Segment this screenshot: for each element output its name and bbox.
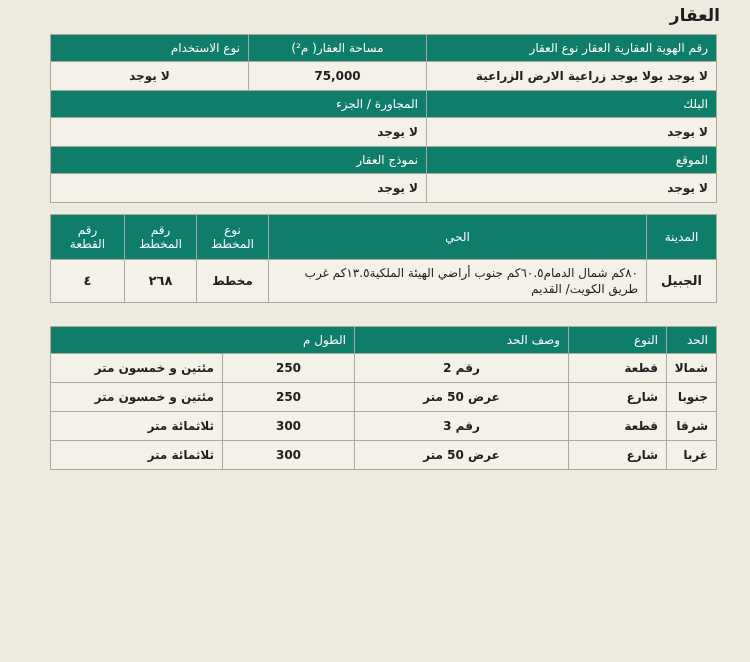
value-property-model: لا يوجد xyxy=(51,174,427,203)
border-type: قطعة xyxy=(569,354,667,383)
value-city: الجبيل xyxy=(647,260,717,303)
header-plot-number: رقم القطعة xyxy=(51,215,125,260)
value-plot-number: ٤ xyxy=(51,260,125,303)
border-description: عرض 50 متر xyxy=(355,383,569,412)
border-length: 250 xyxy=(223,383,355,412)
value-usage-type: لا يوجد xyxy=(51,62,249,91)
border-description: عرض 50 متر xyxy=(355,441,569,470)
header-location: الموقع xyxy=(427,147,717,174)
border-length-text: مئتين و خمسون متر xyxy=(51,383,223,412)
value-plan-type: مخطط xyxy=(197,260,269,303)
header-block: البلك xyxy=(427,91,717,118)
border-length: 300 xyxy=(223,412,355,441)
section-title: العقار xyxy=(669,6,720,26)
value-area: 75,000 xyxy=(249,62,427,91)
border-length: 250 xyxy=(223,354,355,383)
property-info-table xyxy=(50,34,717,203)
header-property-model: نموذج العقار xyxy=(51,147,427,174)
border-length-text: ثلاثمائة متر xyxy=(51,412,223,441)
border-length-text: ثلاثمائة متر xyxy=(51,441,223,470)
value-location: لا يوجد xyxy=(427,174,717,203)
border-length: 300 xyxy=(223,441,355,470)
value-plan-number: ٢٦٨ xyxy=(125,260,197,303)
border-type: شارع xyxy=(569,383,667,412)
value-block: لا يوجد xyxy=(427,118,717,147)
value-property-id: لا يوجد يولا يوجد زراعية الارض الزراعية xyxy=(427,62,717,91)
border-side: جنوبا xyxy=(667,383,717,412)
value-district: ٨٠كم شمال الدمام٦٠.٥كم جنوب أراضي الهيئة الملكية١٣.٥كم غرب طريق الكويت/ القديم xyxy=(269,260,647,303)
border-side: شرقا xyxy=(667,412,717,441)
plan-table xyxy=(50,214,717,303)
header-plan-type: نوع المخطط xyxy=(197,215,269,260)
border-side: غربا xyxy=(667,441,717,470)
header-plan-number: رقم المخطط xyxy=(125,215,197,260)
border-description: رقم 2 xyxy=(355,354,569,383)
header-border-side: الحد xyxy=(667,327,717,354)
border-type: قطعة xyxy=(569,412,667,441)
header-neighborhood-part: المجاورة / الجزء xyxy=(51,91,427,118)
header-district: الحي xyxy=(269,215,647,260)
header-area: مساحة العقار( م²) xyxy=(249,35,427,62)
header-property-id: رقم الهوية العقارية العقار نوع العقار xyxy=(427,35,717,62)
border-length-text: مئتين و خمسون متر xyxy=(51,354,223,383)
header-border-type: النوع xyxy=(569,327,667,354)
border-type: شارع xyxy=(569,441,667,470)
header-usage-type: نوع الاستخدام xyxy=(51,35,249,62)
header-border-description: وصف الحد xyxy=(355,327,569,354)
header-city: المدينة xyxy=(647,215,717,260)
header-border-length: الطول م xyxy=(51,327,355,354)
value-neighborhood-part: لا يوجد xyxy=(51,118,427,147)
border-side: شمالا xyxy=(667,354,717,383)
border-description: رقم 3 xyxy=(355,412,569,441)
borders-table xyxy=(50,326,717,470)
